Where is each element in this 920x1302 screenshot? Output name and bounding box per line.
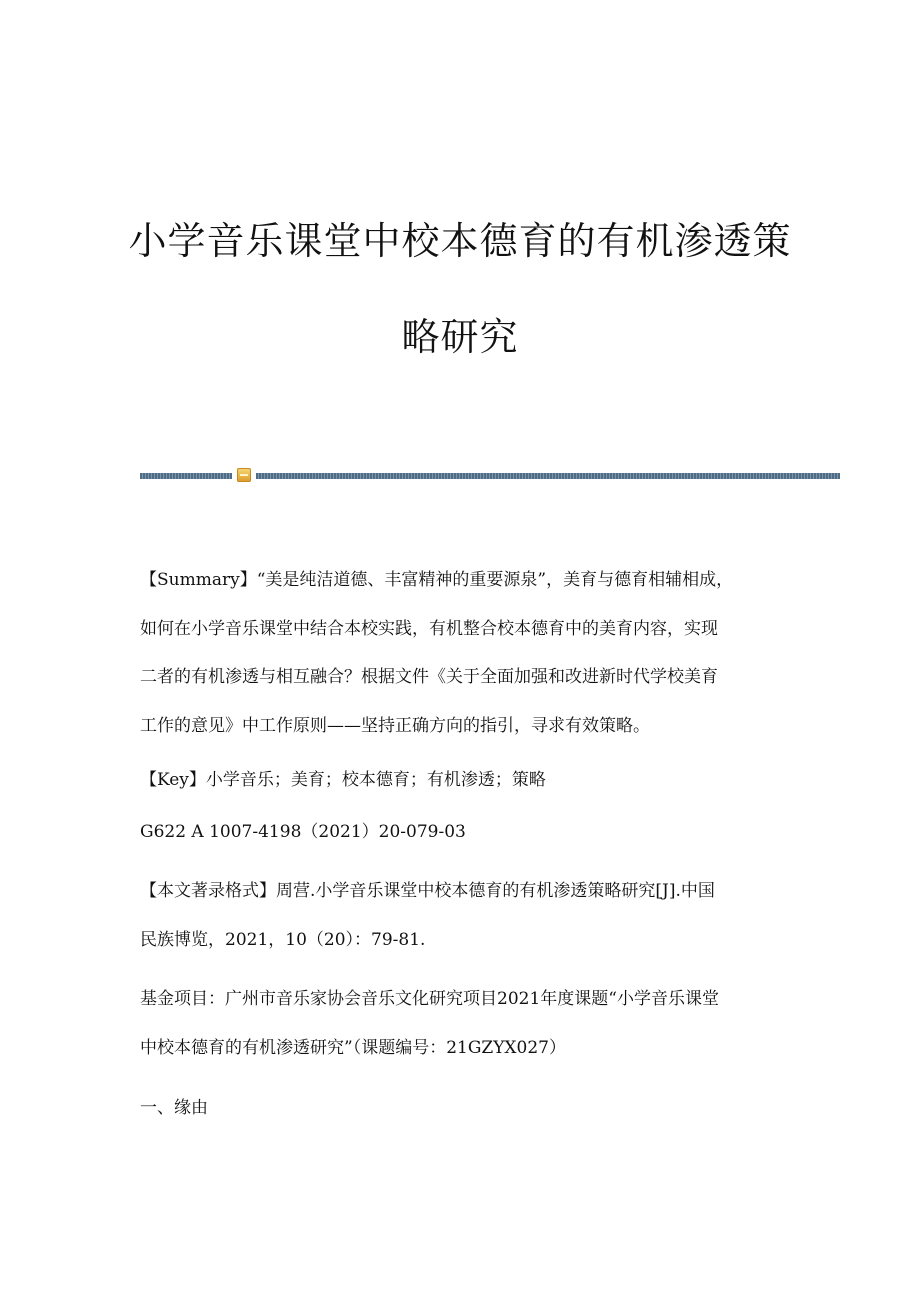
divider-bar-left [140,473,232,479]
citation-line: 【本文著录格式】周营.小学音乐课堂中校本德育的有机渗透策略研究[J].中国 [140,881,715,901]
summary-line: 如何在小学音乐课堂中结合本校实践，有机整合校本德育中的美育内容，实现 [140,618,718,639]
title-divider [140,468,840,484]
classification-paragraph [140,808,800,857]
citation-line: 民族博览，2021，10（20）：79-81. [140,929,426,950]
page-title-line-2: 略研究 [401,315,519,359]
summary-line: 工作的意见》中工作原则——坚持正确方向的指引，寻求有效策略。 [140,715,650,736]
citation-paragraph [140,867,800,964]
funding-line: 中校本德育的有机渗透研究”（课题编号：21GZYX027） [140,1037,566,1058]
section-heading-text: 一、缘由 [140,1098,208,1118]
keywords-paragraph [140,756,800,805]
divider-bar-right [256,473,840,479]
divider-emblem-icon [237,468,251,482]
summary-paragraph [140,556,800,750]
summary-line: 二者的有机渗透与相互融合？根据文件《关于全面加强和改进新时代学校美育 [140,667,718,687]
funding-line: 基金项目：广州市音乐家协会音乐文化研究项目2021年度课题“小学音乐课堂 [140,989,719,1009]
section-heading [140,1084,800,1133]
page-title-line-1: 小学音乐课堂中校本德育的有机渗透策 [128,219,792,263]
funding-paragraph [140,975,800,1072]
keywords-line: 【Key】小学音乐；美育；校本德育；有机渗透；策略 [140,770,546,790]
classification-line: G622 A 1007-4198（2021）20-079-03 [140,822,466,842]
summary-line: 【Summary】“美是纯洁道德、丰富精神的重要源泉”，美育与德育相辅相成， [140,570,734,590]
